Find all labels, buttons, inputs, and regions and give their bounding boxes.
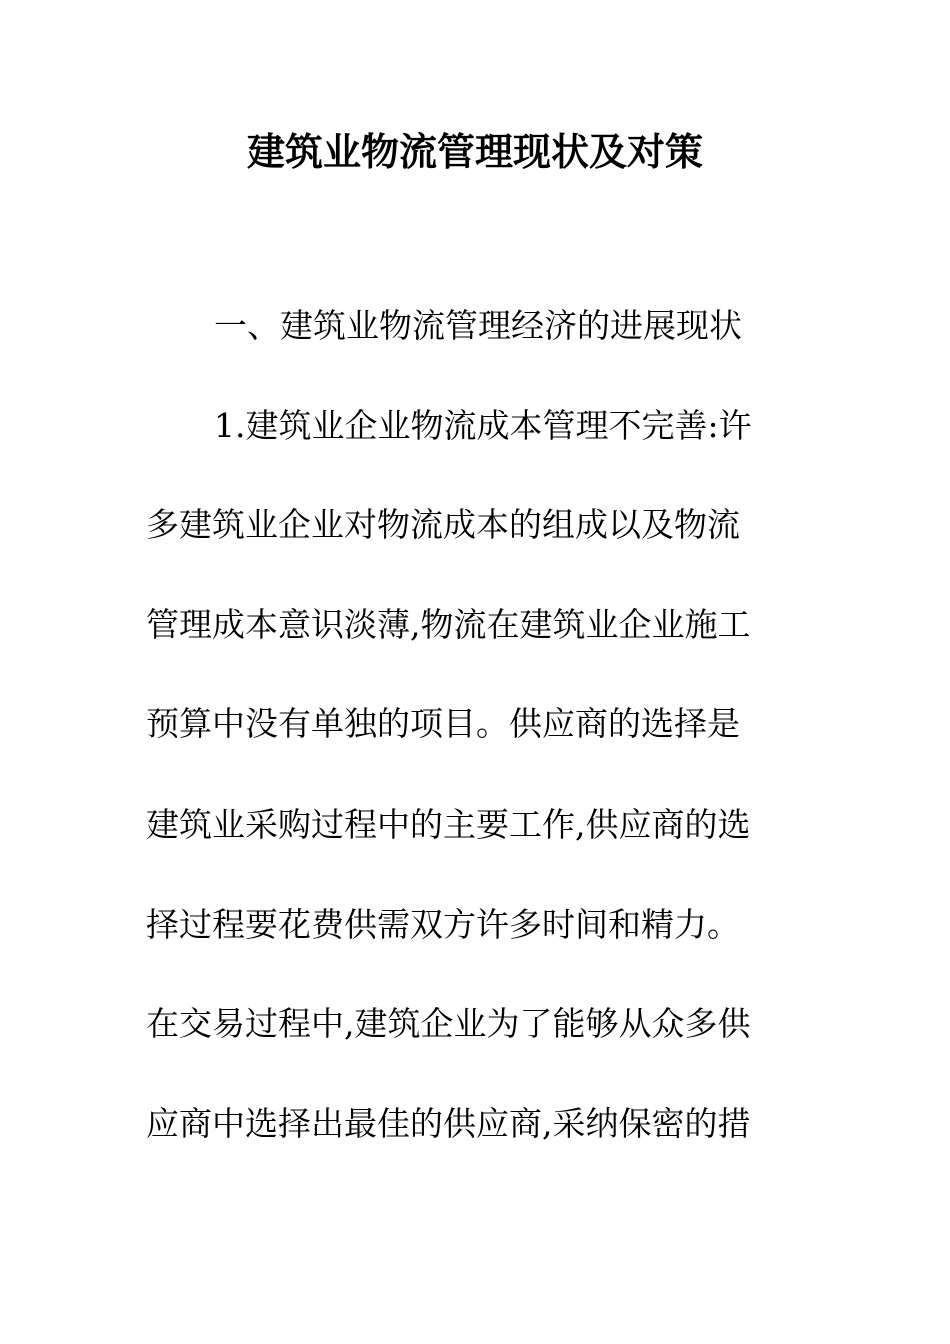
paragraph-line: 择过程要花费供需双方许多时间和精力。 [146, 905, 740, 944]
paragraph-line: 管理成本意识淡薄,物流在建筑业企业施工 [146, 605, 751, 644]
section-heading: 一、建筑业物流管理经济的进展现状 [214, 306, 742, 345]
paragraph-line: 建筑业采购过程中的主要工作,供应商的选 [146, 805, 751, 844]
paragraph-line: 1.建筑业企业物流成本管理不完善:许 [214, 406, 752, 445]
paragraph-line: 应商中选择出最佳的供应商,采纳保密的措 [146, 1104, 751, 1143]
paragraph-line: 在交易过程中,建筑企业为了能够从众多供 [146, 1004, 751, 1043]
paragraph-line: 预算中没有单独的项目。供应商的选择是 [146, 704, 740, 743]
document-title: 建筑业物流管理现状及对策 [246, 129, 703, 174]
paragraph-line: 多建筑业企业对物流成本的组成以及物流 [146, 505, 740, 544]
